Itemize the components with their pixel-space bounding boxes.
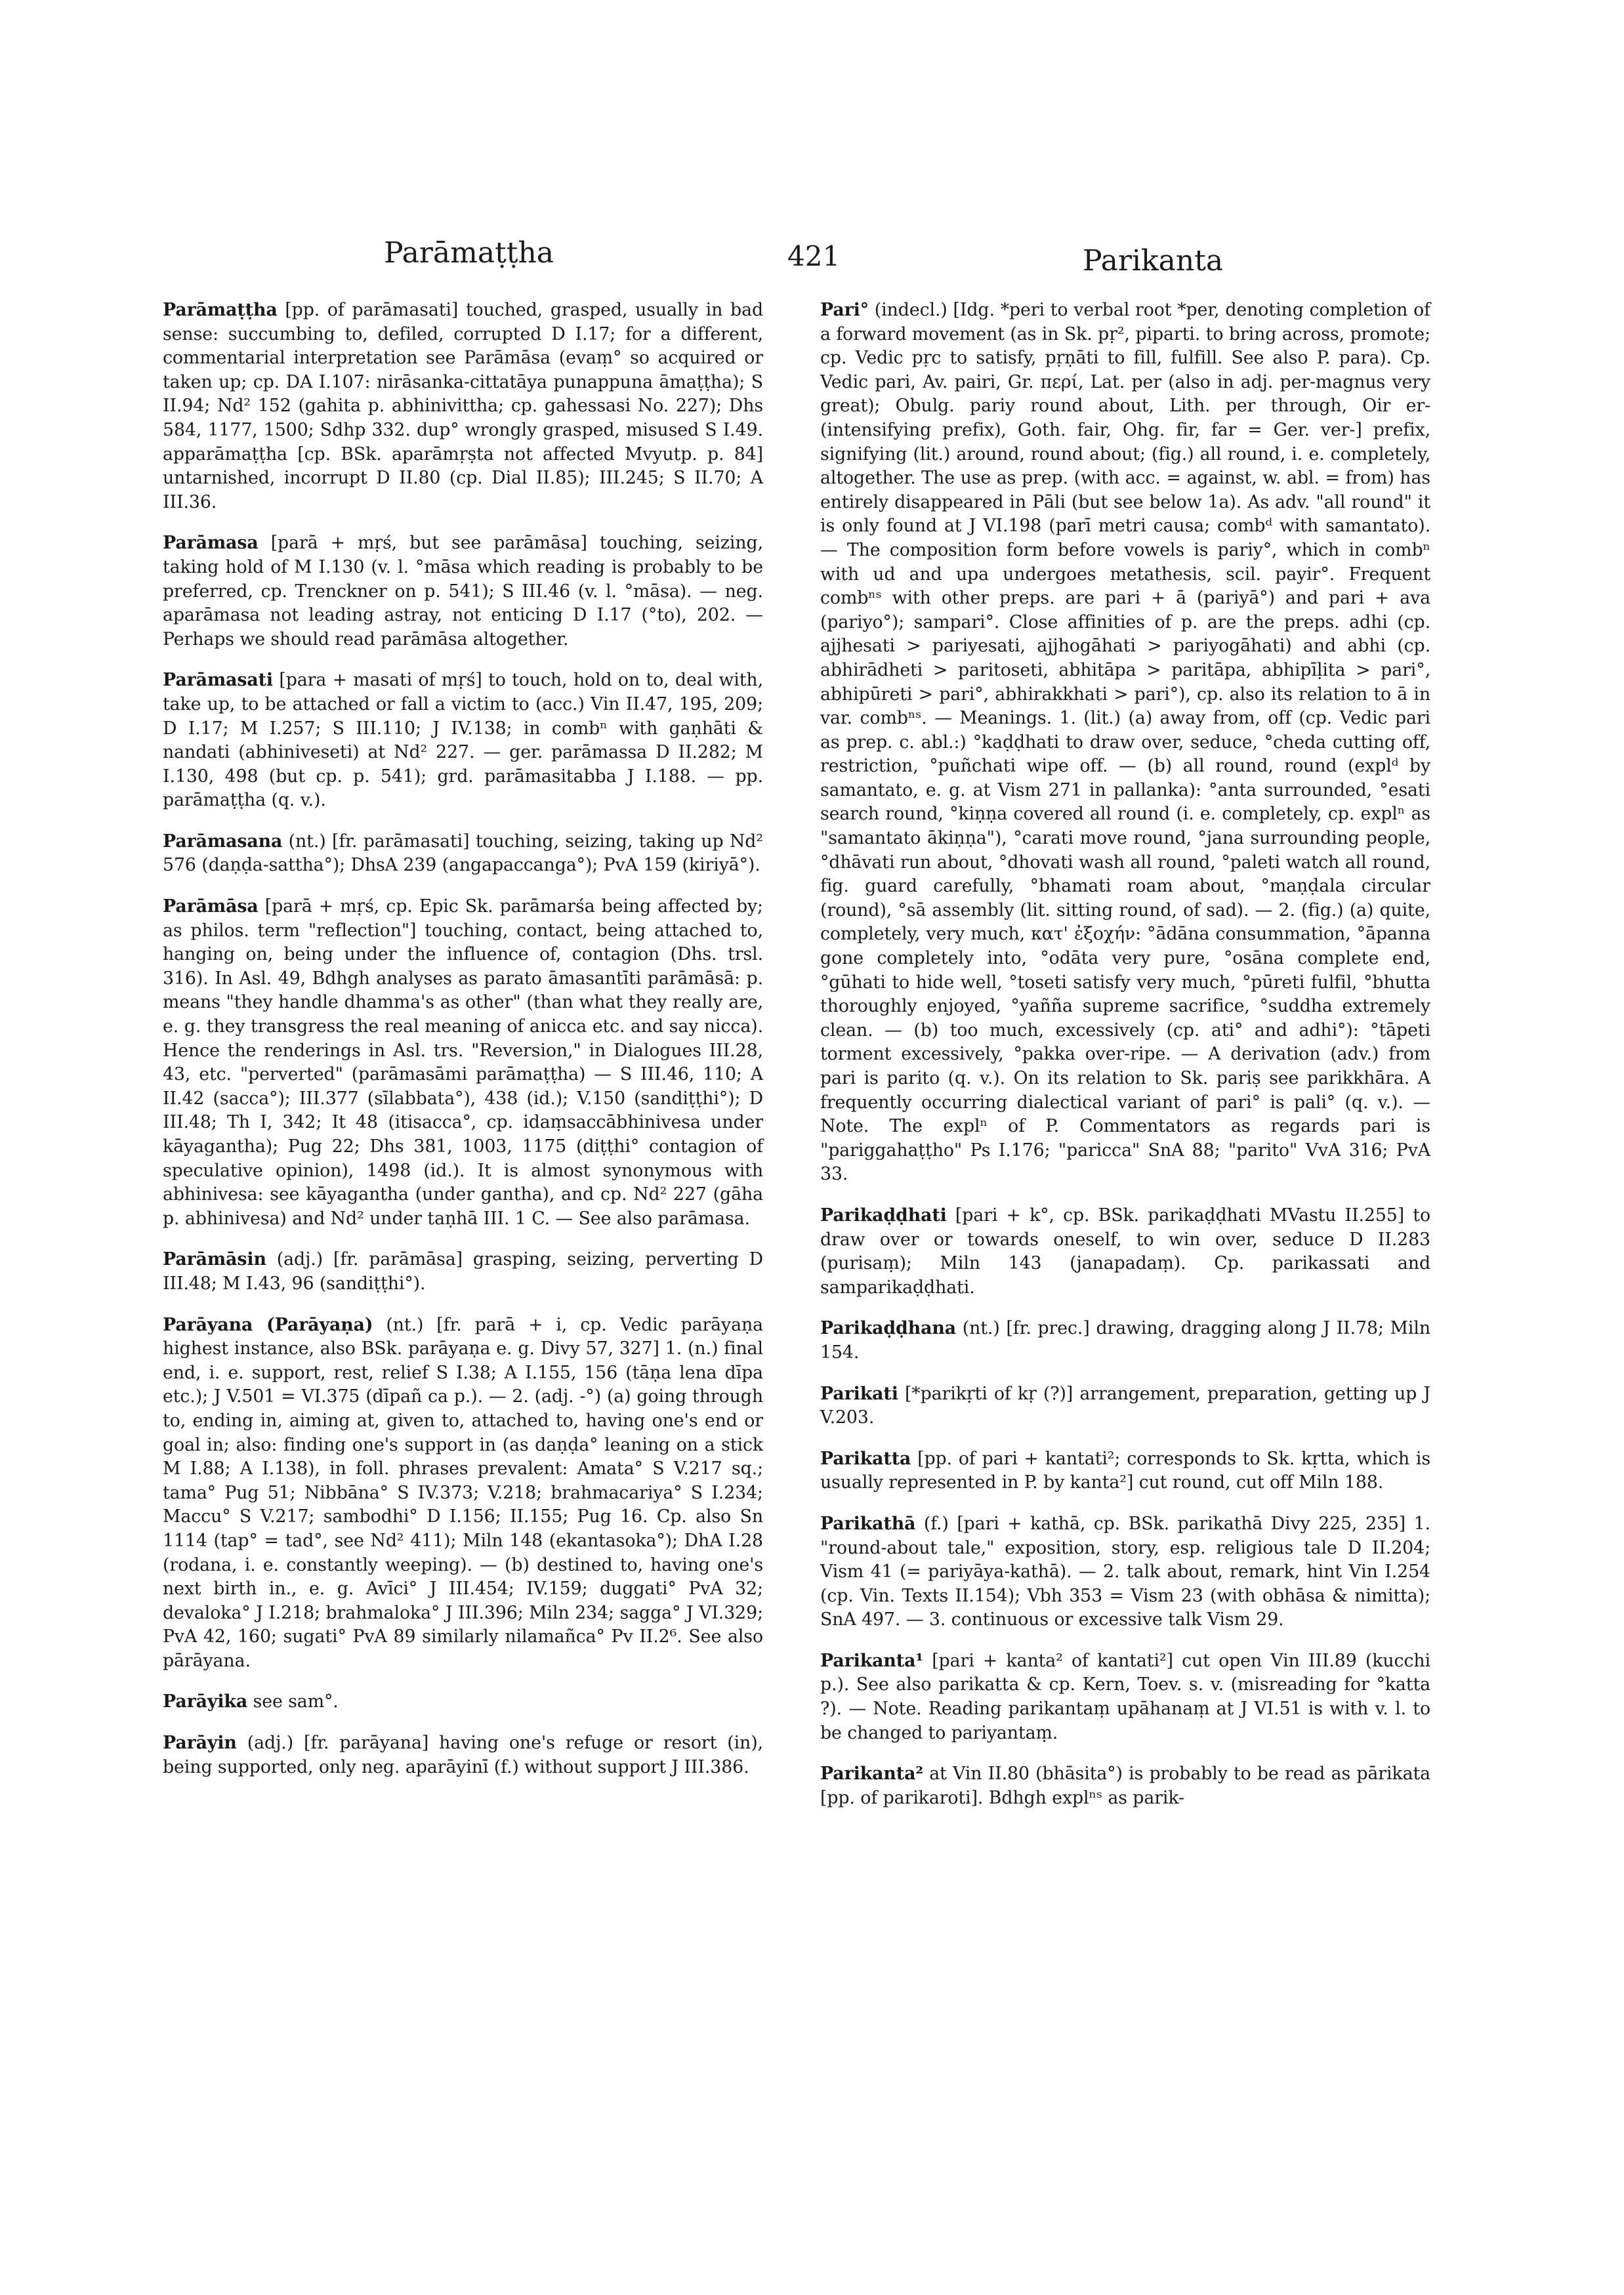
definition: (nt.) [fr. prec.] drawing, dragging along J II.78; Miln 154. bbox=[820, 1318, 1430, 1363]
headword: Parikaḍḍhana bbox=[820, 1318, 956, 1339]
definition: (nt.) [fr. parā + i, cp. Vedic parāyaṇa highest instance, also BSk. parāyaṇa e. g. Divy 57, 327] 1. (n.) final end, i. e. support, rest, relief S I.38; A I.155, 156 (tāṇa lena dīpa etc.); J V.501 = VI.375 (dīpañ ca p.). — 2. (adj. -°) (a) going through to, ending in, aiming at, given to, attached to, having one's end or goal in; also: finding one's support in (as daṇḍa° leaning on a stick M I.88; A I.138), in foll. phrases prevalent: Amata° S V.217 sq.; tama° Pug 51; Nibbāna° S IV.373; V.218; brahmacariya° S I.234; Maccu° S V.217; sambodhi° D I.156; II.155; Pug 16. Cp. also Sn 1114 (tap° = tad°, see Nd² 411); Miln 148 (ekantasoka°); DhA I.28 (rodana, i. e. constantly weeping). — (b) destined to, having one's next birth in., e. g. Avīci° J III.454; IV.159; duggati° PvA 32; devaloka° J I.218; brahmaloka° J III.396; Miln 234; sagga° J VI.329; PvA 42, 160; sugati° PvA 89 similarly nilamañca° Pv II.2⁶. See also pārāyana. bbox=[163, 1314, 763, 1671]
definition: [pari + kanta² of kantati²] cut open Vin III.89 (kucchi p.). See also parikatta & cp. Kern, Toev. s. v. (misreading for °katta ?). — Note. Reading parikantaṃ upāhanaṃ at J VI.51 is with v. l. to be changed to pariyantaṃ. bbox=[820, 1650, 1430, 1743]
dictionary-entry bbox=[820, 299, 1430, 1187]
headword: Parikathā bbox=[820, 1513, 916, 1534]
definition: see sam°. bbox=[247, 1691, 339, 1712]
definition: (adj.) [fr. parāyana] having one's refuge or resort (in), being supported, only neg. aparāyinī (f.) without support J III.386. bbox=[163, 1733, 763, 1777]
headword: Parāyika bbox=[163, 1691, 248, 1712]
dictionary-entry bbox=[163, 299, 763, 514]
dictionary-entry bbox=[163, 669, 763, 813]
headword: Parāyin bbox=[163, 1733, 237, 1754]
right-column bbox=[820, 299, 1430, 1827]
page-header bbox=[164, 236, 1476, 289]
headword: Pari° bbox=[820, 300, 869, 320]
left-guide-word: Parāmaṭṭha bbox=[384, 236, 554, 270]
dictionary-entry bbox=[163, 1313, 763, 1674]
definition: [*parikṛti of kṛ (?)] arrangement, preparation, getting up J V.203. bbox=[820, 1383, 1430, 1428]
headword: Parāmaṭṭha bbox=[163, 300, 278, 320]
definition: [parā + mṛś, cp. Epic Sk. parāmarśa being affected by; as philos. term "reflection"] touching, contact, being attached to, hanging on, being under the influence of, contagion (Dhs. trsl. 316). In Asl. 49, Bdhgh analyses as parato āmasantīti parāmāsā: p. means "they handle dhamma's as other" (than what they really are, e. g. they transgress the real meaning of anicca etc. and say nicca). Hence the renderings in Asl. trs. "Reversion," in Dialogues III.28, 43, etc. "perverted" (parāmasāmi parāmaṭṭha) — S III.46, 110; A II.42 (sacca°); III.377 (sīlabbata°), 438 (id.); V.150 (sandiṭṭhi°); D III.48; Th I, 342; It 48 (itisacca°, cp. idaṃsaccābhinivesa under kāyagantha); Pug 22; Dhs 381, 1003, 1175 (diṭṭhi° contagion of speculative opinion), 1498 (id.). It is almost synonymous with abhinivesa: see kāyagantha (under gantha), and cp. Nd² 227 (gāha p. abhinivesa) and Nd² under taṇhā III. 1 C. — See also parāmasa. bbox=[163, 896, 763, 1229]
headword: Parāmāsa bbox=[163, 896, 259, 917]
definition: (indecl.) [Idg. *peri to verbal root *per, denoting completion of a forward movement (as in Sk. pṛ², piparti. to bring across, promote; cp. Vedic pṛc to satisfy, pṛṇāti to fill, fulfill. See also P. para). Cp. Vedic pari, Av. pairi, Gr. περί, Lat. per (also in adj. per-magnus very great); Obulg. pariy round about, Lith. per through, Oir er- (intensifying prefix), Goth. fair, Ohg. fir, far = Ger. ver-] prefix, signifying (lit.) around, round about; (fig.) all round, i. e. completely, altogether. The use as prep. (with acc. = against, w. abl. = from) has entirely disappeared in Pāli (but see below 1a). As adv. "all round" it is only found at J VI.198 (parī metri causa; combᵈ with samantato). — The composition form before vowels is pariy°, which in combⁿ with ud and upa undergoes metathesis, scil. payir°. Frequent combⁿˢ with other preps. are pari + ā (pariyā°) and pari + ava (pariyo°); sampari°. Close affinities of p. are the preps. adhi (cp. ajjhesati > pariyesati, ajjhogāhati > pariyogāhati) and abhi (cp. abhirādheti > paritoseti, abhitāpa > paritāpa, abhipīḷita > pari°, abhipūreti > pari°, abhirakkhati > pari°), cp. also its relation to ā in var. combⁿˢ. — Meanings. 1. (lit.) (a) away from, off (cp. Vedic pari as prep. c. abl.:) °kaḍḍhati to draw over, seduce, °cheda cutting off, restriction, °puñchati wipe off. — (b) all round, round (explᵈ by samantato, e. g. at Vism 271 in pallanka): °anta surrounded, °esati search round, °kiṇṇa covered all round (i. e. completely, cp. explⁿ as "samantato ākiṇṇa"), °carati move round, °jana surrounding people, °dhāvati run about, °dhovati wash all round, °paleti watch all round, fig. guard carefully, °bhamati roam about, °maṇḍala circular (round), °sā assembly (lit. sitting round, of sad). — 2. (fig.) (a) quite, completely, very much, κατ' ἐξοχήν: °ādāna consummation, °āpanna gone completely into, °odāta very pure, °osāna complete end, °gūhati to hide well, °toseti satisfy very much, °pūreti fulfil, °bhutta thoroughly enjoyed, °yañña supreme sacrifice, °suddha extremely clean. — (b) too much, excessively (cp. ati° and adhi°): °tāpeti torment excessively, °pakka over-ripe. — A derivation (adv.) from pari is parito (q. v.). On its relation to Sk. pariṣ see parikkhāra. A frequently occurring dialectical variant of pari° is pali° (q. v.). — Note. The explⁿ of P. Commentators as regards pari is "pariggahaṭṭho" Ps I.176; "paricca" SnA 88; "parito" VvA 316; PvA 33. bbox=[820, 300, 1430, 1185]
dictionary-entry bbox=[820, 1204, 1430, 1300]
dictionary-entry bbox=[163, 531, 763, 651]
headword: Parāmasana bbox=[163, 831, 283, 852]
headword: Parikaḍḍhati bbox=[820, 1205, 947, 1226]
left-column bbox=[163, 299, 763, 1796]
headword: Parāmasa bbox=[163, 533, 259, 554]
definition: at Vin II.80 (bhāsita°) is probably to be read as pārikata [pp. of parikaroti]. Bdhgh explⁿˢ as parik- bbox=[820, 1764, 1430, 1808]
definition: [pp. of pari + kantati²; corresponds to Sk. kṛtta, which is usually represented in P. by kanta²] cut round, cut off Miln 188. bbox=[820, 1448, 1430, 1493]
dictionary-entry bbox=[163, 1731, 763, 1779]
dictionary-entry bbox=[820, 1317, 1430, 1365]
dictionary-entry bbox=[820, 1382, 1430, 1430]
dictionary-entry bbox=[163, 1690, 763, 1714]
dictionary-entry bbox=[163, 895, 763, 1231]
right-guide-word: Parikanta bbox=[1083, 244, 1224, 278]
headword: Parikati bbox=[820, 1383, 898, 1404]
dictionary-entry bbox=[820, 1649, 1430, 1745]
headword: Parikanta² bbox=[820, 1764, 923, 1785]
definition: [pp. of parāmasati] touched, grasped, usually in bad sense: succumbing to, defiled, corrupted D I.17; for a different, commentarial interpretation see Parāmāsa (evaṃ° so acquired or taken up; cp. DA I.107: nirāsanka-cittatāya punappuna āmaṭṭha); S II.94; Nd² 152 (gahita p. abhinivittha; cp. gahessasi No. 227); Dhs 584, 1177, 1500; Sdhp 332. dup° wrongly grasped, misused S I.49. apparāmaṭṭha [cp. BSk. aparāmṛṣta not affected Mvyutp. p. 84] untarnished, incorrupt D II.80 (cp. Dial II.85); III.245; S II.70; A III.36. bbox=[163, 300, 763, 512]
dictionary-entry bbox=[163, 830, 763, 878]
definition: [parā + mṛś, but see parāmāsa] touching, seizing, taking hold of M I.130 (v. l. °māsa which reading is probably to be preferred, cp. Trenckner on p. 541); S III.46 (v. l. °māsa). — neg. aparāmasa not leading astray, not enticing D I.17 (°to), 202. — Perhaps we should read parāmāsa altogether. bbox=[163, 533, 763, 650]
dictionary-entry bbox=[820, 1512, 1430, 1632]
definition: (f.) [pari + kathā, cp. BSk. parikathā Divy 225, 235] 1. "round-about tale," exposition, story, esp. religious tale D II.204; Vism 41 (= pariyāya-kathā). — 2. talk about, remark, hint Vin I.254 (cp. Vin. Texts II.154); Vbh 353 = Vism 23 (with obhāsa & nimitta); SnA 497. — 3. continuous or excessive talk Vism 29. bbox=[820, 1513, 1430, 1630]
definition: [pari + k°, cp. BSk. parikaḍḍhati MVastu II.255] to draw over or towards oneself, to win over, seduce D II.283 (purisaṃ); Miln 143 (janapadaṃ). Cp. parikassati and samparikaḍḍhati. bbox=[820, 1205, 1430, 1298]
dictionary-entry bbox=[820, 1447, 1430, 1495]
dictionary-entry bbox=[820, 1762, 1430, 1810]
headword: Parāmāsin bbox=[163, 1249, 266, 1270]
definition: (adj.) [fr. parāmāsa] grasping, seizing, perverting D III.48; M I.43, 96 (sandiṭṭhi°). bbox=[163, 1249, 763, 1294]
headword: Parāyana (Parāyaṇa) bbox=[163, 1314, 373, 1335]
dictionary-entry bbox=[163, 1248, 763, 1296]
page-number: 421 bbox=[787, 240, 841, 272]
headword: Parāmasati bbox=[163, 670, 273, 691]
headword: Parikanta¹ bbox=[820, 1650, 923, 1671]
headword: Parikatta bbox=[820, 1448, 911, 1469]
definition: [para + masati of mṛś] to touch, hold on to, deal with, take up, to be attached or fall a victim to (acc.) Vin II.47, 195, 209; D I.17; M I.257; S III.110; J IV.138; in combⁿ with gaṇhāti & nandati (abhiniveseti) at Nd² 227. — ger. parāmassa D II.282; M I.130, 498 (but cp. p. 541); grd. parāmasitabba J I.188. — pp. parāmaṭṭha (q. v.). bbox=[163, 670, 763, 811]
definition: (nt.) [fr. parāmasati] touching, seizing, taking up Nd² 576 (daṇḍa-sattha°); DhsA 239 (angapaccanga°); PvA 159 (kiriyā°). bbox=[163, 831, 763, 876]
